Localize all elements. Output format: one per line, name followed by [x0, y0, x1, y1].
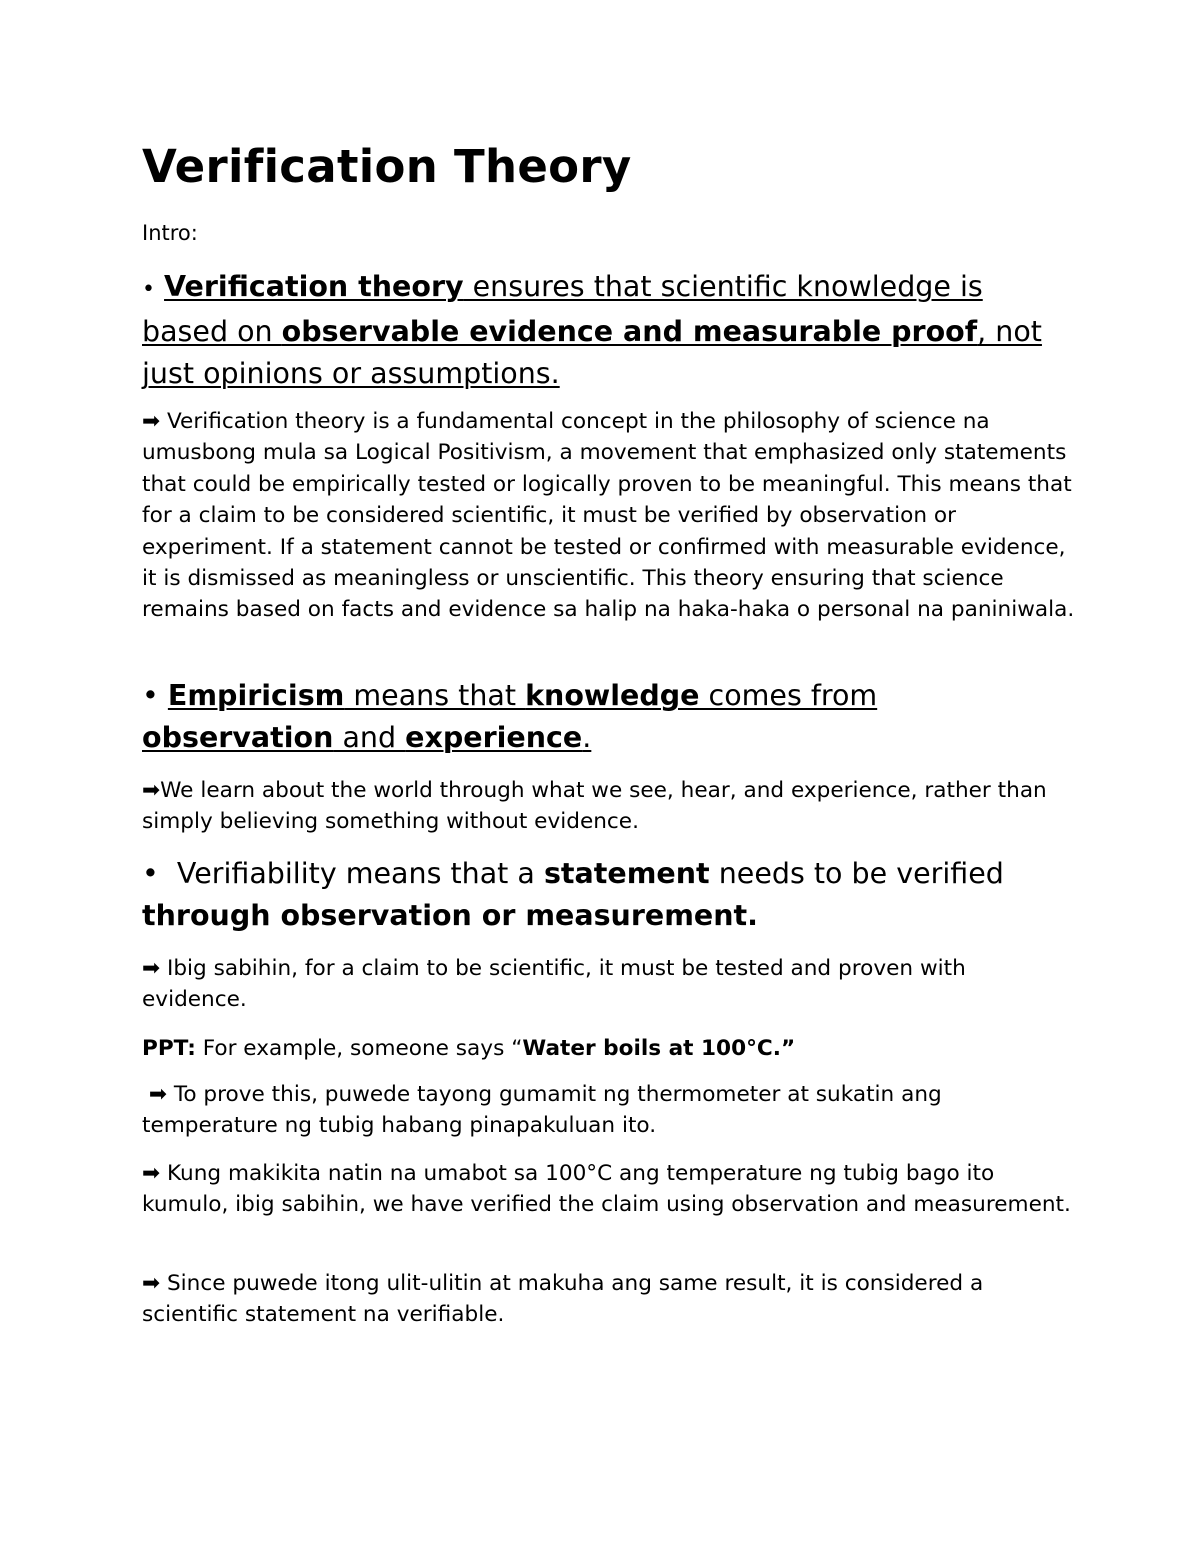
term-empiricism: Empiricism	[167, 679, 345, 712]
ppt-quote: Water boils at 100°C.”	[522, 1036, 796, 1061]
emphasis-experience: experience	[405, 721, 583, 754]
bullet-marker: •	[142, 277, 155, 302]
emphasis-evidence: observable evidence and measurable proof	[281, 315, 978, 348]
emphasis-statement: statement	[543, 857, 710, 890]
bullet-text: Empiricism means that knowledge comes from observation and experience.	[142, 679, 878, 754]
empiricism-paragraph: ➡We learn about the world through what we see, hear, and experience, rather than simply believing something without evidence.	[142, 778, 1047, 835]
verifiability-paragraph: ➡ Ibig sabihin, for a claim to be scientific, it must be tested and proven with evidence.	[142, 956, 966, 1013]
bullet-text: Verification theory ensures that scientific knowledge is based on observable evidence and measurable proof, not just opinions or assumptions.	[142, 270, 1042, 390]
verified-claim-paragraph: ➡ Kung makikita natin na umabot sa 100°C ang temperature ng tubig bago ito kumulo, ibig sabihin, we have verified the claim using observation and measurement.	[142, 1161, 1071, 1218]
page-title: Verification Theory	[142, 140, 632, 193]
bullet-marker: •	[142, 857, 159, 890]
ppt-example: PPT: For example, someone says “Water boils at 100°C.”	[142, 1036, 796, 1061]
intro-label: Intro:	[142, 221, 198, 245]
empiricism-bullet	[142, 675, 1072, 759]
emphasis-observation: observation	[142, 721, 334, 754]
prove-paragraph: ➡ To prove this, puwede tayong gumamit ng thermometer at sukatin ang temperature ng tubig habang pinapakuluan ito.	[142, 1082, 949, 1139]
ppt-label: PPT:	[142, 1036, 196, 1061]
repeatable-paragraph: ➡ Since puwede itong ulit-ulitin at makuha ang same result, it is considered a scientific statement na verifiable.	[142, 1271, 984, 1328]
term-verification-theory: Verification theory	[164, 270, 464, 303]
verification-theory-bullet	[142, 266, 1072, 395]
emphasis-knowledge: knowledge	[525, 679, 700, 712]
verification-theory-paragraph: ➡ Verification theory is a fundamental concept in the philosophy of science na umusbong mula sa Logical Positivism, a movement that emphasized only statements that could be empirically tested or logically proven to be meaningful. This means that for a claim to be considered scientific, it must be verified by observation or experiment. If a statement cannot be tested or confirmed with measurable evidence, it is dismissed as meaningless or unscientific. This theory ensuring that science remains based on facts and evidence sa halip na haka-haka o personal na paniniwala.	[142, 409, 1075, 623]
bullet-marker: •	[142, 679, 159, 712]
emphasis-observation-measurement: through observation or measurement.	[142, 899, 758, 932]
verifiability-bullet: • Verifiability means that a statement needs to be verified through observation or measurement.	[142, 857, 1004, 932]
